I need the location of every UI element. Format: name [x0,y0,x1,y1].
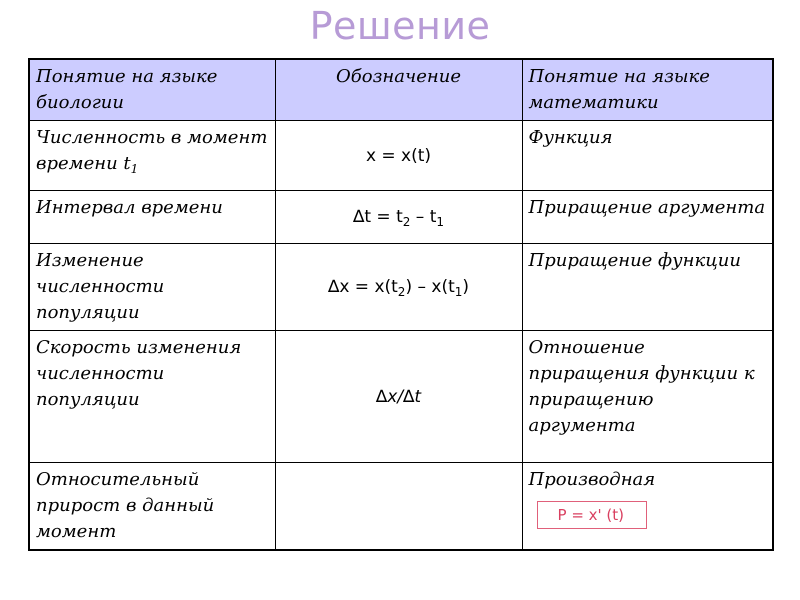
bio-cell [29,121,275,191]
bio-cell: Скорость изменения численности популяции [29,331,275,463]
bio-cell: Изменение численности популяции [29,244,275,331]
subscript: 2 [397,285,406,299]
math-cell [522,463,773,551]
subscript: 1 [130,162,139,176]
table-row [29,244,773,331]
math-cell: Приращение аргумента [522,191,773,244]
table-row [29,331,773,463]
notation-cell [275,191,522,244]
table-row [29,463,773,551]
subscript: 2 [402,215,411,229]
math-cell: Отношение приращения функции к приращению аргумента [522,331,773,463]
math-cell: Приращение функции [522,244,773,331]
concept-table [28,58,774,551]
bio-cell: Интервал времени [29,191,275,244]
table-header-row [29,59,773,121]
notation-part: ∆x = x(t [327,277,398,297]
notation-part: ∆t = t [352,207,403,227]
notation-cell: ∆x/∆t [275,331,522,463]
notation-cell [275,463,522,551]
notation-cell: x = x(t) [275,121,522,191]
page-title: Решение [309,4,491,48]
notation-part: – t [410,207,437,227]
subscript: 1 [454,285,463,299]
math-text: Производная [528,469,656,490]
header-biology: Понятие на языке биологии [29,59,275,121]
bio-cell: Относительный прирост в данный момент [29,463,275,551]
subscript: 1 [436,215,445,229]
header-notation: Обозначение [275,59,522,121]
bio-text: Численность в момент времени t [36,127,268,174]
header-math: Понятие на языке математики [522,59,773,121]
table-row [29,191,773,244]
table-row [29,121,773,191]
derivative-formula-badge: P = x' (t) [537,501,648,529]
math-cell: Функция [522,121,773,191]
notation-cell [275,244,522,331]
notation-part: ) [462,277,470,297]
notation-part: ) – x(t [405,277,455,297]
